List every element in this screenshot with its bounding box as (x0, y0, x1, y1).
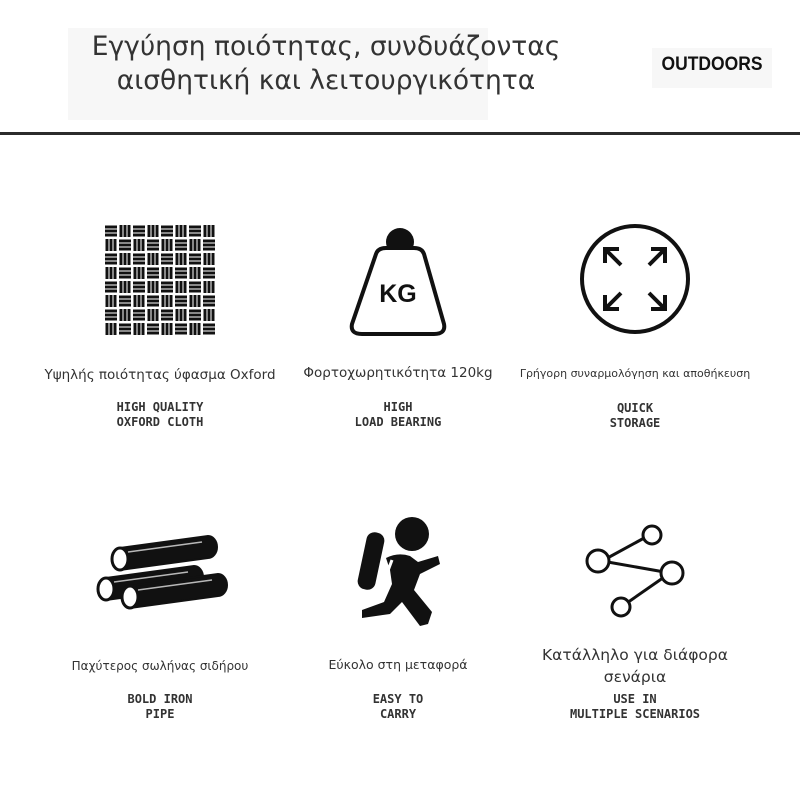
brand-label: OUTDOORS (661, 54, 763, 75)
kg-text: KG (379, 280, 417, 308)
header (0, 0, 800, 134)
feature-label: Παχύτερος σωλήνας σιδήρου (71, 659, 249, 673)
feature-label: Κατάλληλο για διάφορα σενάρια (542, 646, 728, 686)
feature-label: Εύκολο στη μεταφορά (328, 657, 468, 672)
feature-label: Υψηλής ποιότητας ύφασμα Oxford (44, 367, 276, 383)
feature-english-label: USE IN MULTIPLE SCENARIOS (569, 692, 701, 721)
iron-pipes-icon (90, 530, 230, 620)
feature-english-label: BOLD IRON PIPE (127, 692, 193, 721)
feature-english-label: HIGH LOAD BEARING (354, 400, 442, 429)
expand-arrows-icon (578, 222, 692, 336)
feature-english-label: QUICK STORAGE (609, 401, 661, 430)
running-carry-icon (348, 514, 448, 634)
kg-weight-icon (342, 218, 454, 338)
page-title: Εγγύηση ποιότητας, συνδυάζοντας αισθητική και λειτουργικότητα (91, 31, 561, 96)
feature-english-label: HIGH QUALITY OXFORD CLOTH (116, 400, 204, 429)
feature-label: Γρήγορη συναρμολόγηση και αποθήκευση (519, 367, 751, 380)
feature-multiple-scenarios (505, 515, 765, 730)
feature-load-bearing (268, 210, 528, 450)
feature-quick-storage (505, 210, 765, 450)
share-nodes-icon (580, 523, 690, 623)
feature-easy-carry (268, 510, 528, 730)
feature-english-label: EASY TO CARRY (372, 692, 424, 721)
feature-oxford-cloth (30, 210, 290, 450)
header-divider (0, 132, 800, 135)
feature-label: Φορτοχωρητικότητα 120kg (303, 365, 493, 381)
feature-iron-pipe (30, 520, 290, 730)
weave-fabric-icon (104, 222, 216, 338)
